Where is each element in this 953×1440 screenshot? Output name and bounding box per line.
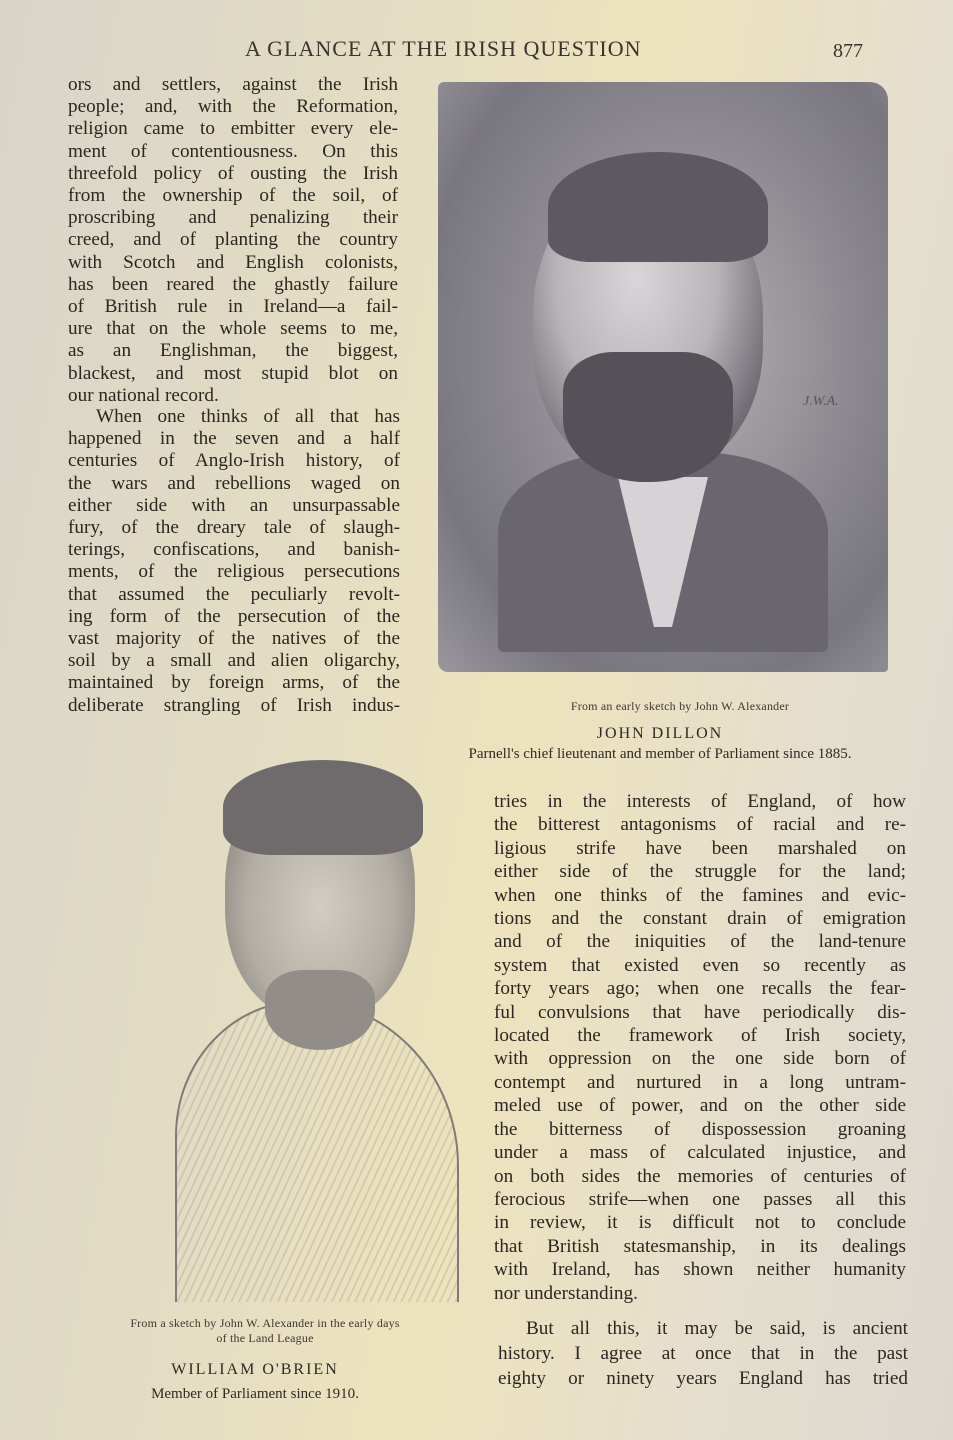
text-line: with Ireland, has shown neither humanity	[494, 1259, 906, 1281]
text-line: ferocious strife—when one passes all this	[494, 1188, 906, 1210]
obrien-credit	[95, 1316, 435, 1346]
text-line: nor understanding.	[494, 1282, 638, 1304]
text-line: our national record.	[68, 384, 219, 406]
text-line: in review, it is difficult not to conclude	[494, 1212, 906, 1234]
portrait-hair	[548, 152, 768, 262]
page-number: 877	[833, 40, 863, 62]
left-column-paragraph	[68, 406, 400, 717]
text-line: soil by a small and alien oligarchy,	[68, 650, 400, 672]
portrait-beard	[563, 352, 733, 482]
text-line: ors and settlers, against the Irish	[68, 74, 398, 95]
right-column-text	[494, 790, 906, 1305]
text-line: religion came to embitter every ele-	[68, 118, 398, 140]
text-line: the wars and rebellions waged on	[68, 472, 400, 494]
text-line: meled use of power, and on the other side	[494, 1095, 906, 1117]
text-line: that British statesmanship, in its dealings	[494, 1235, 906, 1257]
text-line: located the framework of Irish society,	[494, 1025, 906, 1047]
text-line: contempt and nurtured in a long untram-	[494, 1071, 906, 1093]
text-line: ful convulsions that have periodically dis-	[494, 1001, 906, 1023]
text-line: people; and, with the Reformation,	[68, 96, 398, 118]
text-line: ing form of the persecution of the	[68, 605, 400, 627]
sketch-hair	[223, 760, 423, 855]
text-line: eighty or ninety years England has tried	[498, 1368, 908, 1389]
text-line: the bitterest antagonisms of racial and re-	[494, 814, 906, 836]
text-line: But all this, it may be said, is ancient	[526, 1318, 908, 1339]
text-line: the bitterness of dispossession groaning	[494, 1118, 906, 1140]
text-line: When one thinks of all that has	[96, 406, 400, 427]
text-line: ment of contentiousness. On this	[68, 140, 398, 162]
text-line: creed, and of planting the country	[68, 229, 398, 251]
text-line: either side with an unsurpassable	[68, 494, 400, 516]
text-line: system that existed even so recently as	[494, 954, 906, 976]
text-line: ments, of the religious persecutions	[68, 561, 400, 583]
text-line: terings, confiscations, and banish-	[68, 539, 400, 561]
text-line: on both sides the memories of centuries of	[494, 1165, 906, 1187]
obrien-credit-line1: From a sketch by John W. Alexander in the early days	[130, 1316, 400, 1330]
text-line: and of the iniquities of the land-tenure	[494, 931, 906, 953]
text-line: ure that on the whole seems to me,	[68, 318, 398, 340]
john-dillon-portrait	[438, 82, 888, 672]
left-column-top-text	[68, 74, 398, 407]
text-line: centuries of Anglo-Irish history, of	[68, 450, 400, 472]
text-line: deliberate strangling of Irish indus-	[68, 694, 400, 716]
text-line: forty years ago; when one recalls the fear-	[494, 978, 906, 1000]
sketch-beard	[265, 970, 375, 1050]
dillon-subtitle: Parnell's chief lieutenant and member of Parliament since 1885.	[468, 746, 852, 762]
obrien-subtitle: Member of Parliament since 1910.	[151, 1386, 359, 1402]
text-line: vast majority of the natives of the	[68, 628, 400, 650]
text-line: fury, of the dreary tale of slaugh-	[68, 517, 400, 539]
text-line: blackest, and most stupid blot on	[68, 362, 398, 384]
text-line: with oppression on the one side born of	[494, 1048, 906, 1070]
text-line: history. I agree at once that in the past	[498, 1343, 908, 1364]
dillon-credit: From an early sketch by John W. Alexander	[570, 699, 790, 713]
obrien-name: WILLIAM O'BRIEN	[171, 1361, 339, 1378]
obrien-credit-line2: of the Land League	[216, 1331, 314, 1345]
text-line: threefold policy of ousting the Irish	[68, 162, 398, 184]
text-line: under a mass of calculated injustice, and	[494, 1142, 906, 1164]
right-column-paragraph-2	[498, 1316, 908, 1391]
text-line: with Scotch and English colonists,	[68, 251, 398, 273]
running-title: A GLANCE AT THE IRISH QUESTION	[245, 36, 642, 61]
text-line: tries in the interests of England, of how	[494, 791, 906, 812]
text-line: happened in the seven and a half	[68, 428, 400, 450]
text-line: has been reared the ghastly failure	[68, 273, 398, 295]
william-obrien-sketch	[175, 760, 465, 1310]
text-line: maintained by foreign arms, of the	[68, 672, 400, 694]
text-line: as an Englishman, the biggest,	[68, 340, 398, 362]
text-line: of British rule in Ireland—a fail-	[68, 296, 398, 318]
dillon-name: JOHN DILLON	[596, 725, 724, 742]
text-line: proscribing and penalizing their	[68, 207, 398, 229]
text-line: ligious strife have been marshaled on	[494, 837, 906, 859]
text-line: from the ownership of the soil, of	[68, 185, 398, 207]
text-line: tions and the constant drain of emigration	[494, 908, 906, 930]
artist-signature: J.W.A.	[803, 394, 839, 409]
text-line: when one thinks of the famines and evic-	[494, 884, 906, 906]
text-line: that assumed the peculiarly revolt-	[68, 583, 400, 605]
text-line: either side of the struggle for the land;	[494, 861, 906, 883]
